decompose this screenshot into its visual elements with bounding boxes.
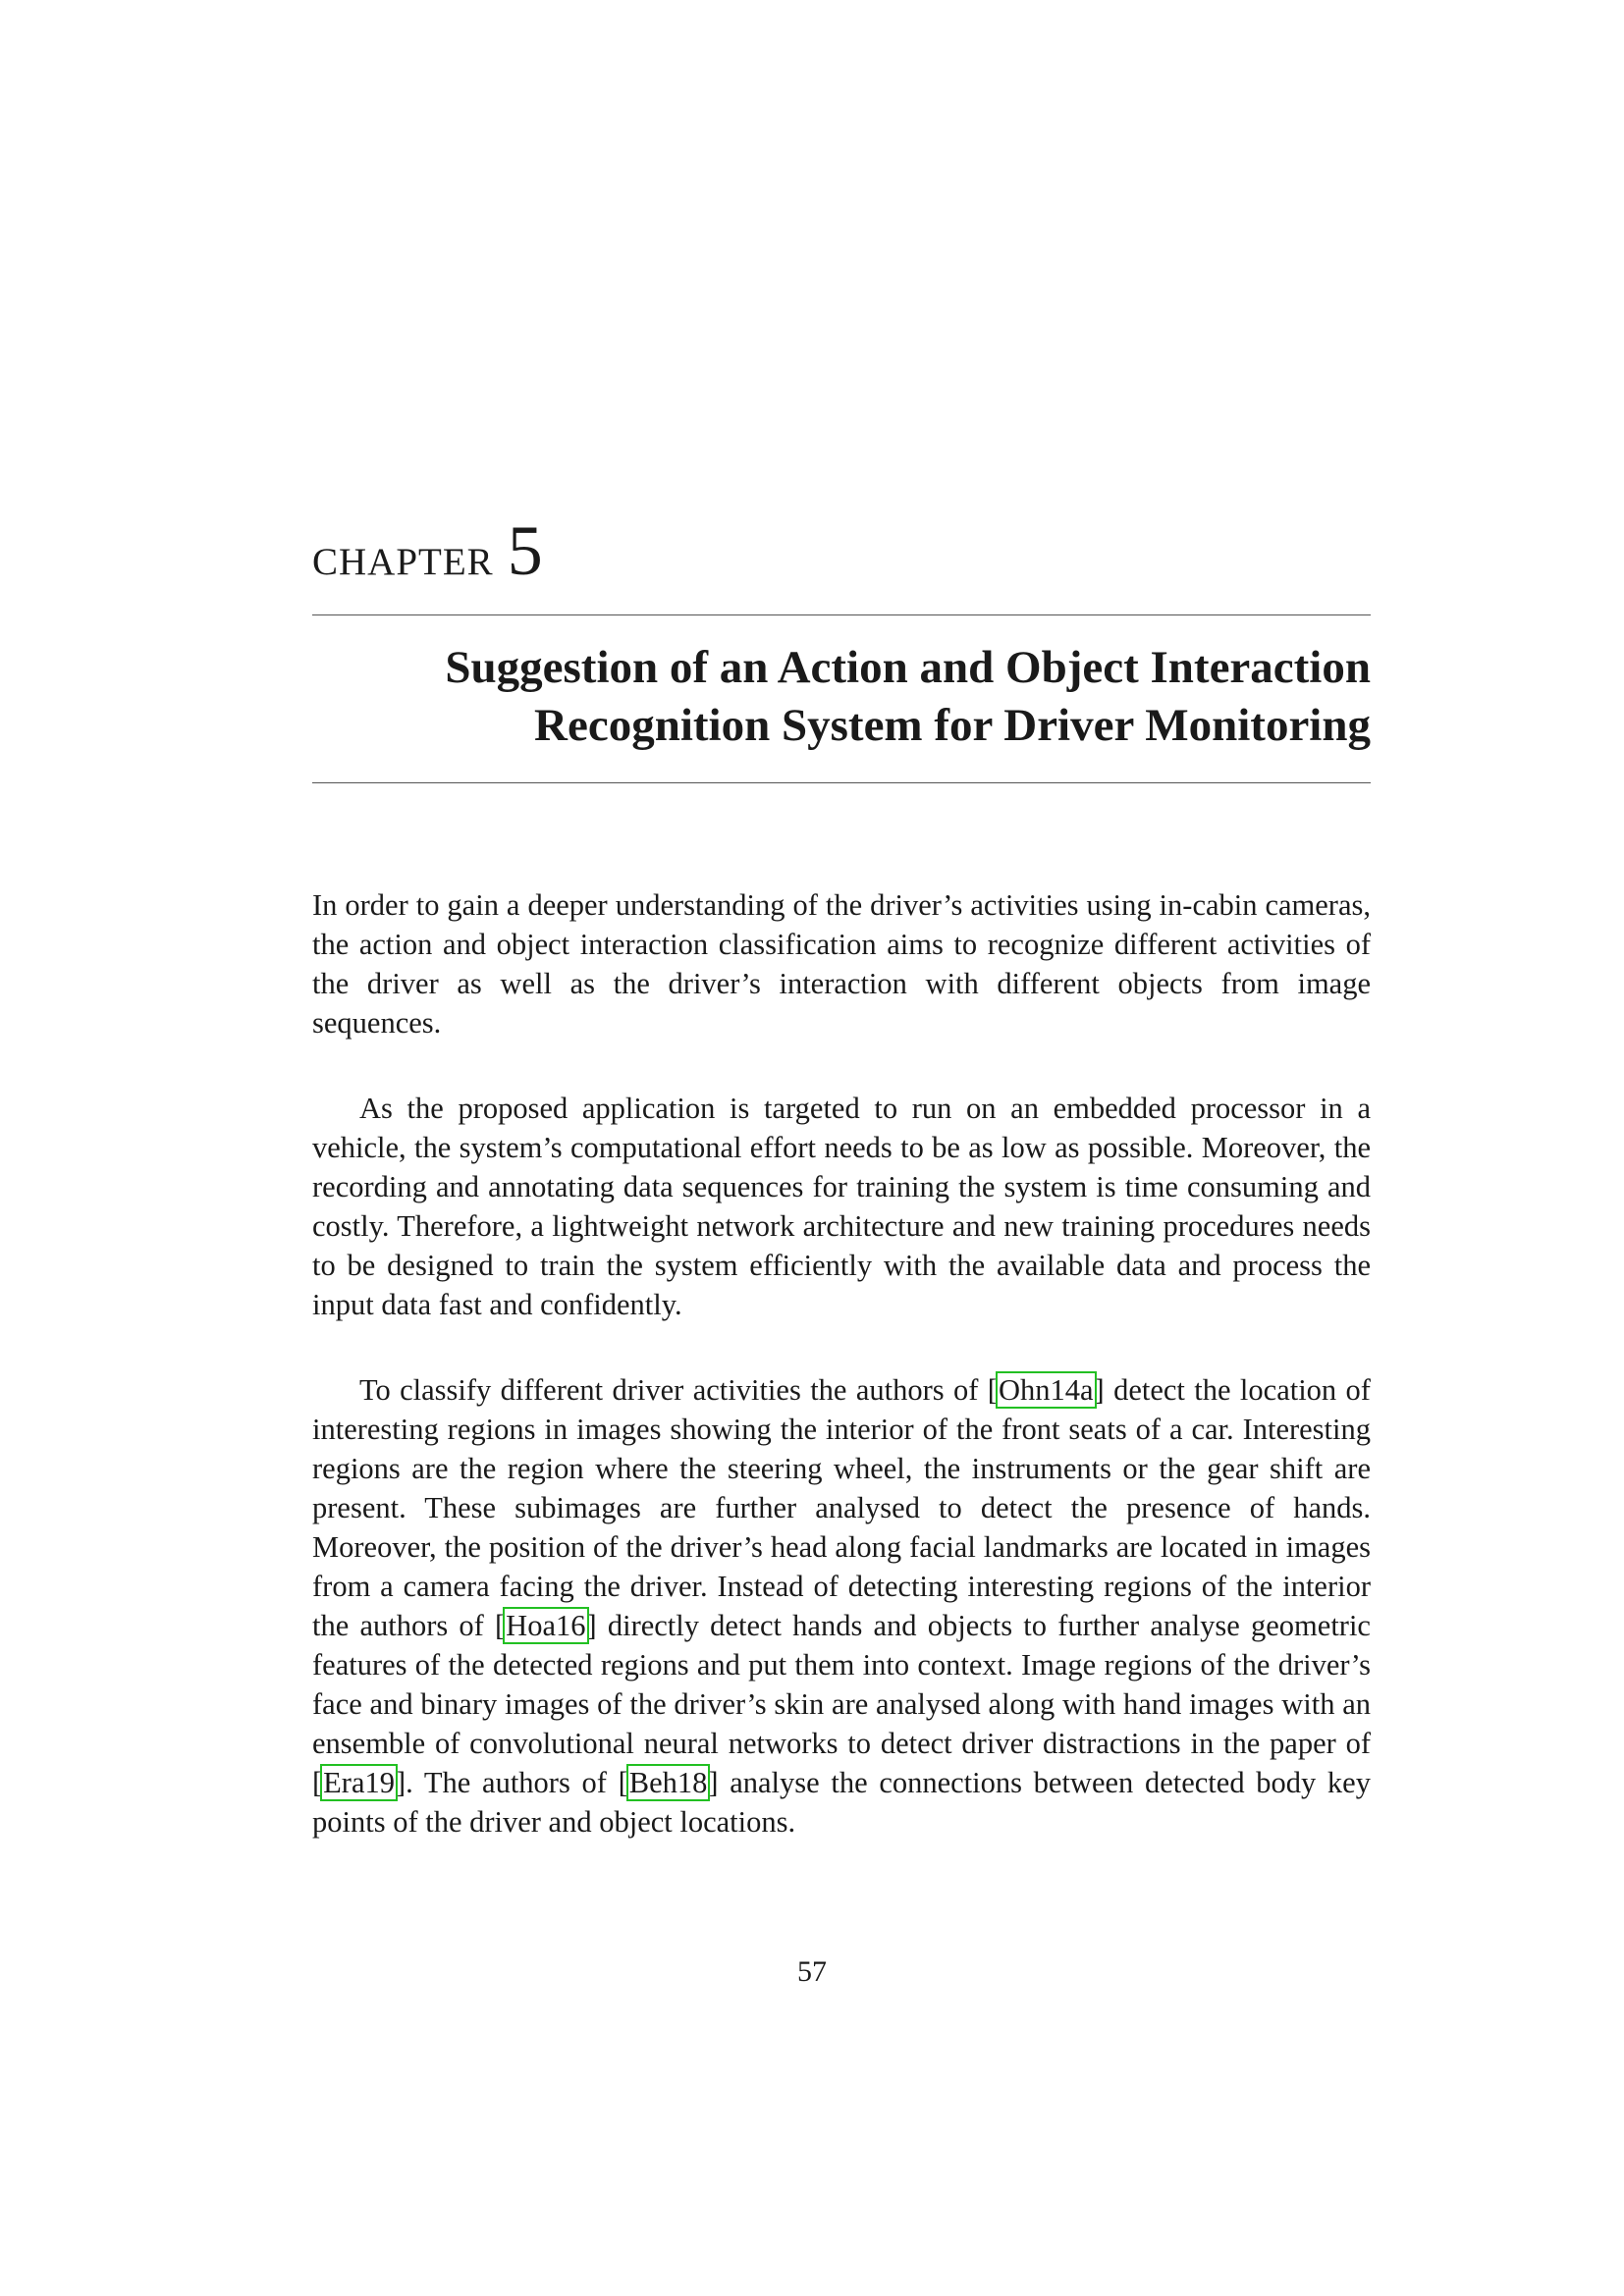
chapter-heading bbox=[312, 510, 1373, 589]
paragraph-3-text-3: directly detect hands and objects to further analyse geometric features of the detected regions and put them into context. Image regions of the driver’s face and binary images of the driver’s skin are analysed along with hand images with an ensemble of convolutional neural networks to detect driver distractions in the paper of bbox=[312, 1609, 1371, 1760]
paragraph-1: In order to gain a deeper understanding of the driver’s activities using in-cabin cameras, the action and object interaction classification aims to recognize different activities of the driver as well as the driver’s interaction with different objects from image sequences. bbox=[312, 888, 1371, 1040]
chapter-label: chapter bbox=[312, 526, 494, 587]
paragraph-3-text-5: analyse the connections between detected body key points of the driver and object locations. bbox=[312, 1766, 1371, 1839]
citation-link-ohn14a[interactable]: Ohn14a bbox=[998, 1373, 1094, 1407]
body-text bbox=[312, 885, 1371, 1888]
title-rule-top bbox=[312, 614, 1371, 615]
chapter-number: 5 bbox=[507, 511, 543, 590]
page-number: 57 bbox=[797, 1955, 827, 1988]
paragraph-3-text-1: To classify different driver activities the authors of bbox=[359, 1373, 979, 1407]
citation-link-hoa16[interactable]: Hoa16 bbox=[506, 1609, 586, 1642]
paragraph-3: To classify different driver activities the authors of [Ohn14a] detect the location of interesting regions in images showing the interior of the front seats of a car. Interesting regions are the region where the steering wheel, the instruments or the gear shift are present. These subimages are further analysed to detect the presence of hands. Moreover, the position of the driver’s head along facial landmarks are located in images from a camera facing the driver. Instead of detecting interesting regions of the interior the authors of [Hoa16] directly detect hands and objects to further analyse geometric features of the detected regions and put them into context. Image regions of the driver’s face and binary images of the driver’s skin are analysed along with hand images with an ensemble of convolutional neural networks to detect driver distractions in the paper of [Era19]. The authors of [Beh18] analyse the connections between detected body key points of the driver and object locations. bbox=[312, 1373, 1371, 1839]
title-rule-bottom bbox=[312, 782, 1371, 783]
citation-link-era19[interactable]: Era19 bbox=[323, 1766, 395, 1799]
paragraph-3-text-4: . The authors of bbox=[406, 1766, 607, 1799]
chapter-title-line-2: Recognition System for Driver Monitoring bbox=[534, 700, 1371, 751]
chapter-title bbox=[312, 639, 1371, 755]
citation-link-beh18[interactable]: Beh18 bbox=[628, 1766, 708, 1799]
paragraph-3-text-2: detect the location of interesting regions in images showing the interior of the front seats of a car. Interesting regions are the region where the steering wheel, the instruments or the gear shift are present. These subimages are further analysed to detect the presence of hands. Moreover, the position of the driver’s head along facial landmarks are located in images from a camera facing the driver. Instead of detecting interesting regions of the interior the authors of bbox=[312, 1373, 1371, 1642]
paragraph-2: As the proposed application is targeted to run on an embedded processor in a vehicle, the system’s computational effort needs to be as low as possible. Moreover, the recording and annotating data sequences for training the system is time consuming and costly. Therefore, a lightweight network architecture and new training procedures needs to be designed to train the system efficiently with the available data and process the input data fast and confidently. bbox=[312, 1092, 1371, 1321]
chapter-title-line-1: Suggestion of an Action and Object Interaction bbox=[445, 642, 1371, 693]
